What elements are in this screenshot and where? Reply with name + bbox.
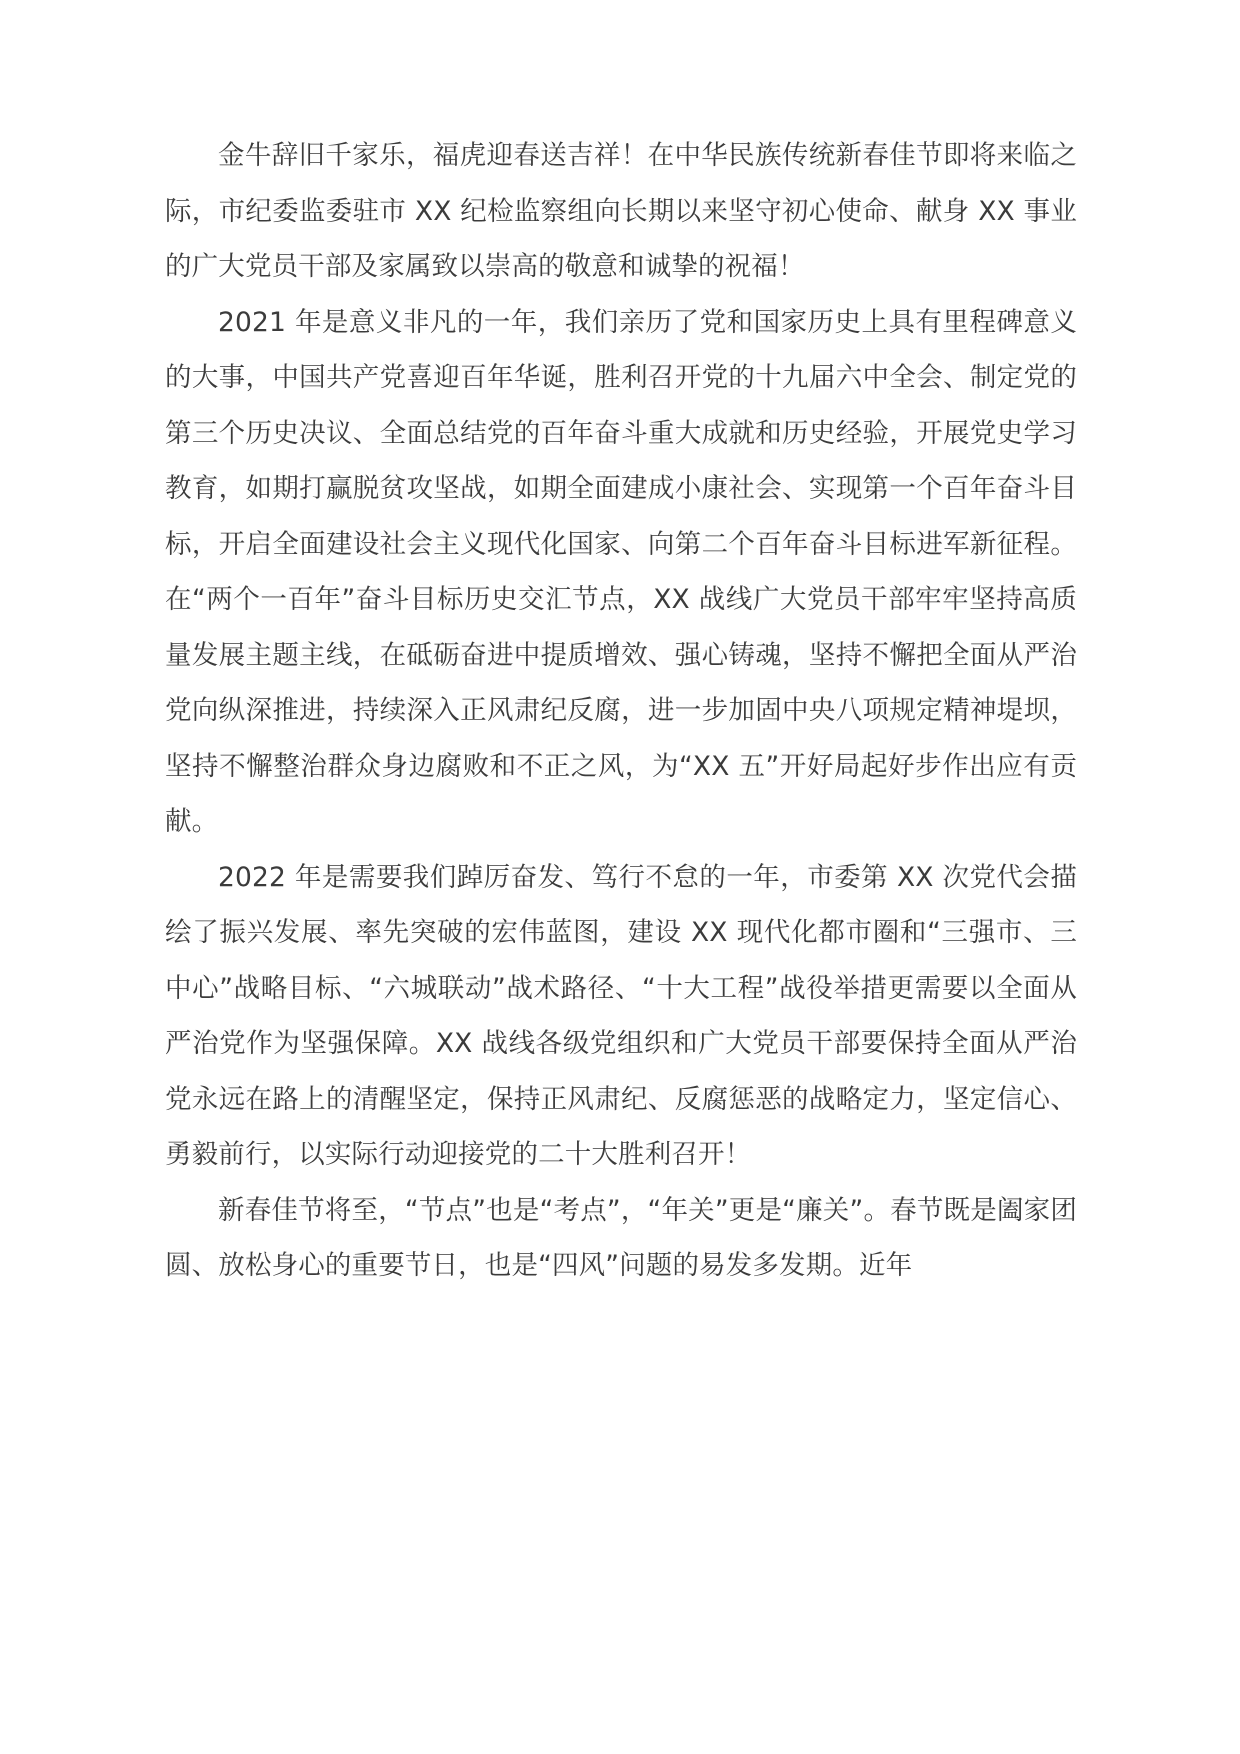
paragraph-3: 2022 年是需要我们踔厉奋发、笃行不怠的一年，市委第 XX 次党代会描绘了振兴发展、率先突破的宏伟蓝图，建设 XX 现代化都市圈和“三强市、三中心”战略目标、“六城联动”战术路径、“十大工程”战役举措更需要以全面从严治党作为坚强保障。XX 战线各级党组织和广大党员干部要保持全面从严治党永远在路上的清醒坚定，保持正风肃纪、反腐惩恶的战略定力，坚定信心、勇毅前行，以实际行动迎接党的二十大胜利召开！ — [165, 861, 1077, 1170]
paragraph-1: 金牛辞旧千家乐，福虎迎春送吉祥！在中华民族传统新春佳节即将来临之际，市纪委监委驻市 XX 纪检监察组向长期以来坚守初心使命、献身 XX 事业的广大党员干部及家属致以崇高的敬意和诚挚的祝福！ — [165, 140, 1077, 282]
document-body — [165, 128, 1077, 1294]
paragraph-2: 2021 年是意义非凡的一年，我们亲历了党和国家历史上具有里程碑意义的大事，中国共产党喜迎百年华诞，胜利召开党的十九届六中全会、制定党的第三个历史决议、全面总结党的百年奋斗重大成就和历史经验，开展党史学习教育，如期打赢脱贫攻坚战，如期全面建成小康社会、实现第一个百年奋斗目标，开启全面建设社会主义现代化国家、向第二个百年奋斗目标进军新征程。在“两个一百年”奋斗目标历史交汇节点，XX 战线广大党员干部牢牢坚持高质量发展主题主线，在砥砺奋进中提质增效、强心铸魂，坚持不懈把全面从严治党向纵深推进，持续深入正风肃纪反腐，进一步加固中央八项规定精神堤坝，坚持不懈整治群众身边腐败和不正之风，为“XX 五”开好局起好步作出应有贡献。 — [165, 306, 1077, 837]
paragraph-4: 新春佳节将至，“节点”也是“考点”，“年关”更是“廉关”。春节既是阖家团圆、放松身心的重要节日，也是“四风”问题的易发多发期。近年 — [165, 1194, 1077, 1281]
